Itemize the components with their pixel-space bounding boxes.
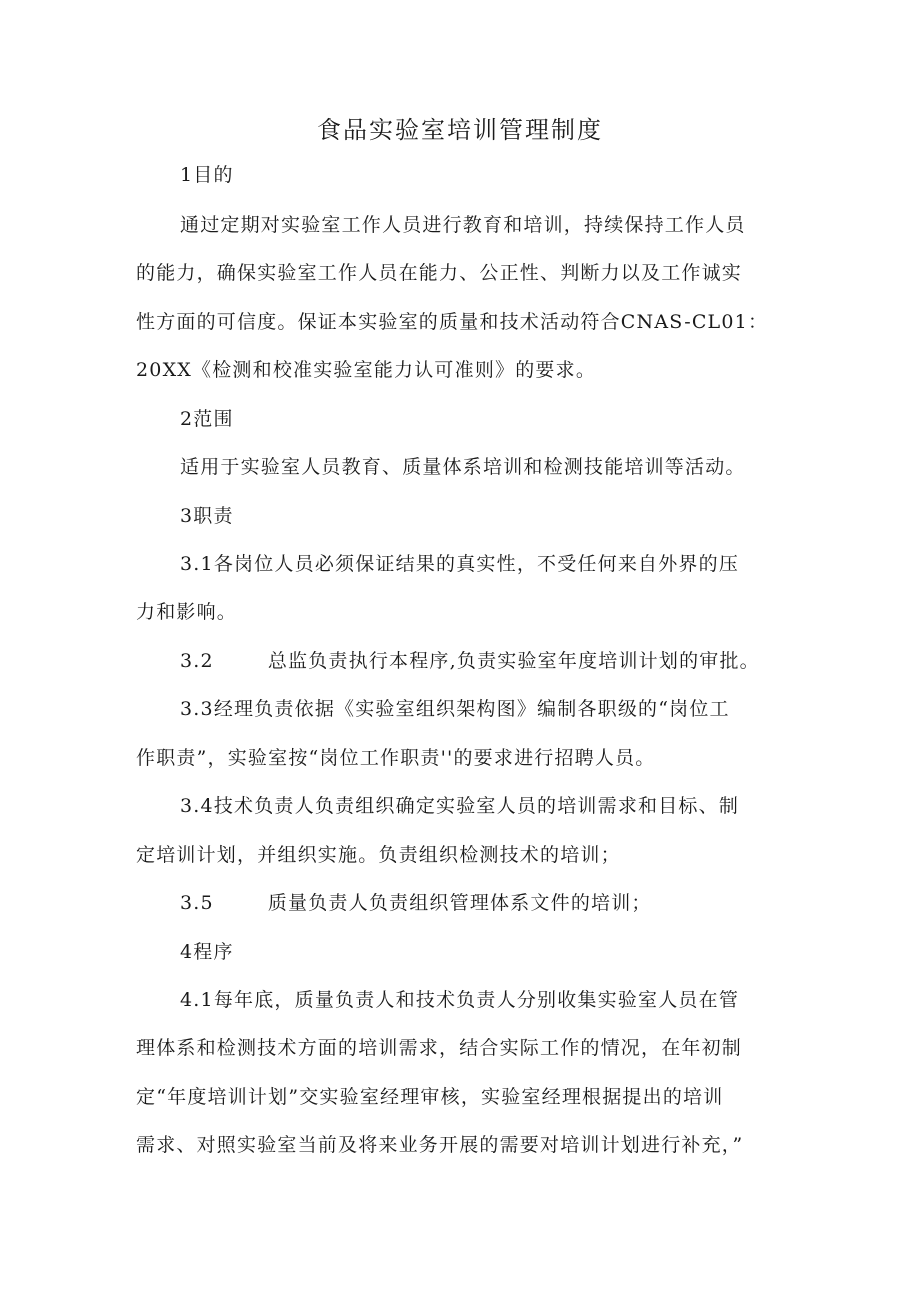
paragraph-line: 作职责”，实验室按“岗位工作职责''的要求进行招聘人员。	[136, 747, 656, 769]
paragraph-line: 理体系和检测技术方面的培训需求，结合实际工作的情况，在年初制	[136, 1037, 743, 1059]
paragraph-line: 性方面的可信度。保证本实验室的质量和技术活动符合CNAS-CL01：	[136, 311, 769, 333]
paragraph-line: 的能力，确保实验室工作人员在能力、公正性、判断力以及工作诚实	[136, 262, 743, 284]
paragraph-line: 定培训计划，并组织实施。负责组织检测技术的培训；	[136, 844, 621, 866]
clause-line	[180, 646, 760, 676]
paragraph-line: 3.4技术负责人负责组织确定实验室人员的培训需求和目标、制	[180, 795, 740, 817]
clause-text: 总监负责执行本程序,负责实验室年度培训计划的审批。	[267, 650, 760, 672]
paragraph-line: 20XX《检测和校准实验室能力认可准则》的要求。	[136, 359, 597, 381]
clause-number: 3.5	[180, 892, 214, 914]
clause-line	[180, 888, 652, 918]
paragraph-line: 定“年度培训计划”交实验室经理审核，实验室经理根据提出的培训	[136, 1086, 724, 1108]
paragraph-line: 4.1每年底，质量负责人和技术负责人分别收集实验室人员在管	[180, 989, 740, 1011]
section-heading-purpose: 1目的	[180, 164, 234, 186]
section-heading-procedure: 4程序	[180, 941, 234, 963]
paragraph-line: 通过定期对实验室工作人员进行教育和培训，持续保持工作人员	[180, 214, 746, 236]
document-title: 食品实验室培训管理制度	[317, 116, 603, 144]
clause-number: 3.2	[180, 650, 214, 672]
section-heading-scope: 2范围	[180, 408, 234, 430]
paragraph-line: 适用于实验室人员教育、质量体系培训和检测技能培训等活动。	[180, 456, 746, 478]
clause-text: 质量负责人负责组织管理体系文件的培训；	[267, 892, 652, 914]
section-heading-responsibilities: 3职责	[180, 505, 234, 527]
paragraph-line: 需求、对照实验室当前及将来业务开展的需要对培训计划进行补充，”	[136, 1134, 744, 1156]
paragraph-line: 3.1各岗位人员必须保证结果的真实性，不受任何来自外界的压	[180, 553, 740, 575]
paragraph-line: 3.3经理负责依据《实验室组织架构图》编制各职级的“岗位工	[180, 698, 730, 720]
paragraph-line: 力和影响。	[136, 601, 238, 623]
